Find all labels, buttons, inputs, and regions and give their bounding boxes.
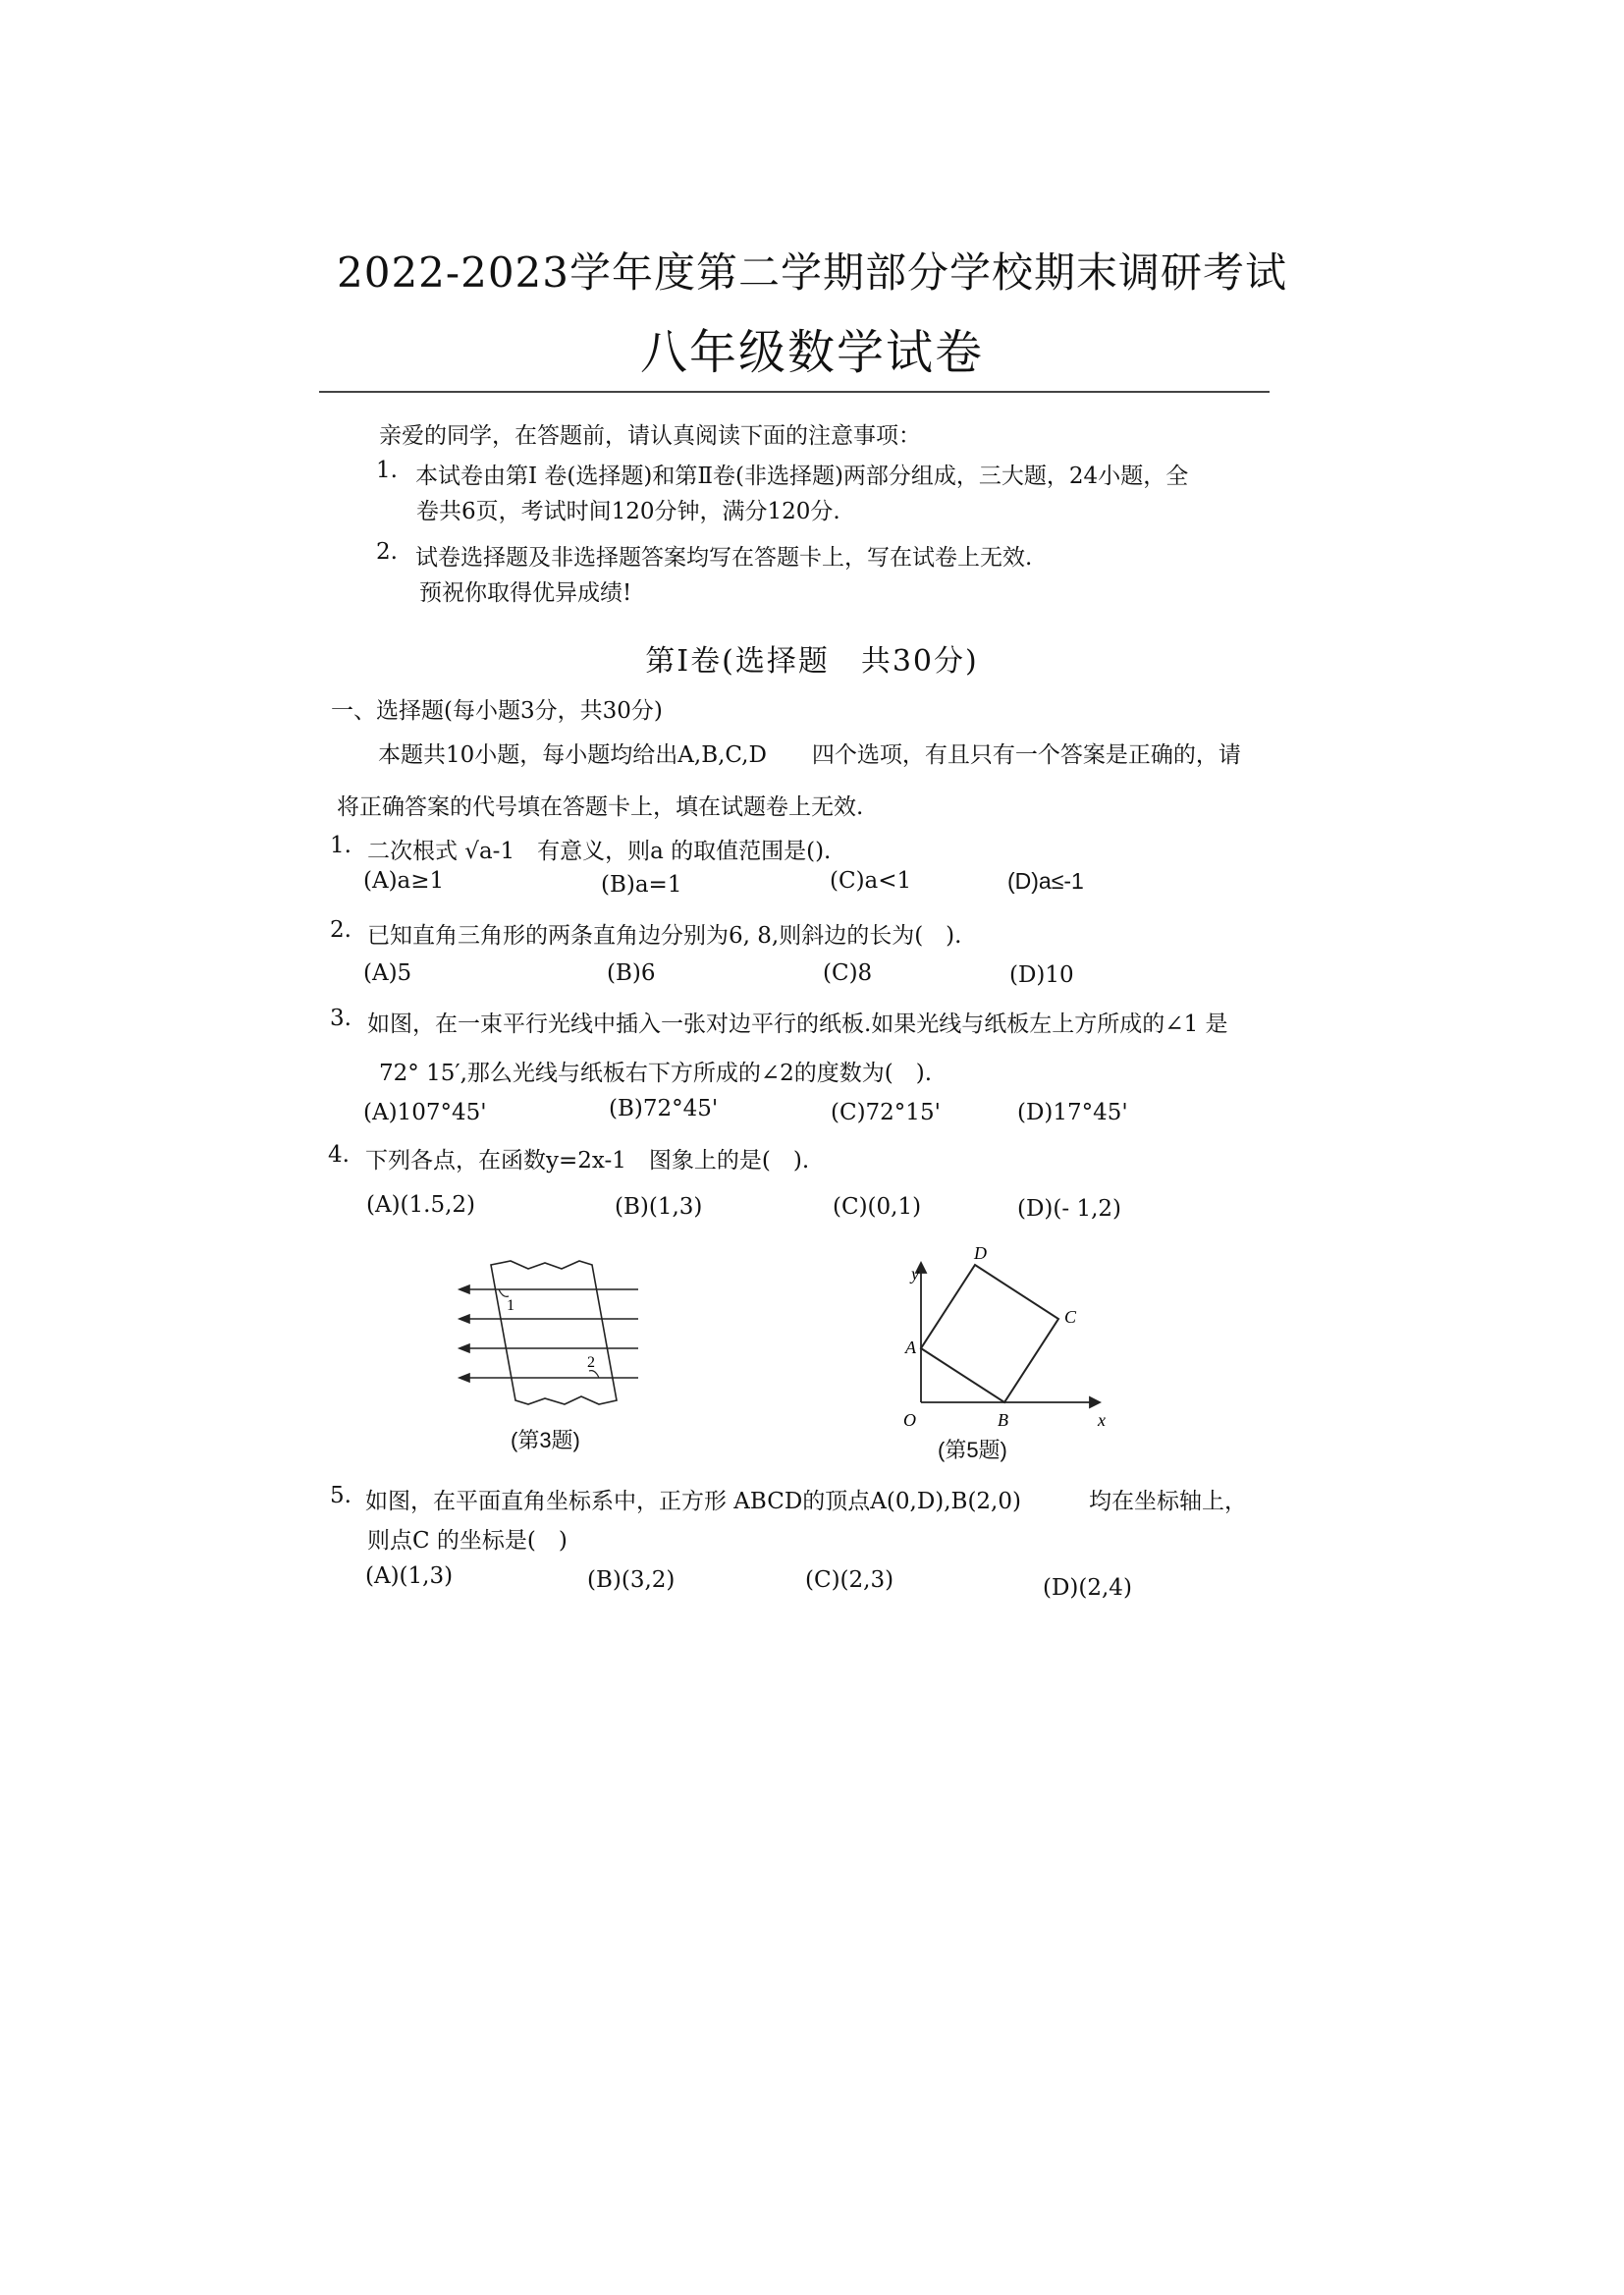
question-1-option-d: (D)a≤-1 (1007, 868, 1084, 894)
question-3-option-a: (A)107°45' (363, 1100, 487, 1125)
figure-3-diagram (452, 1255, 648, 1412)
notice-item2-number: 2. (376, 539, 398, 565)
figure-5-caption: (第5题) (938, 1438, 1007, 1462)
question-5-text-line2: 则点C 的坐标是( ) (367, 1528, 568, 1554)
question-5-option-a: (A)(1,3) (365, 1563, 454, 1589)
question-3-option-d: (D)17°45' (1017, 1100, 1128, 1125)
question-3-text-line1: 如图，在一束平行光线中插入一张对边平行的纸板.如果光线与纸板左上方所成的∠1 是 (367, 1011, 1228, 1037)
x-axis-label: x (1098, 1410, 1106, 1430)
question-4-option-c: (C)(0,1) (833, 1194, 922, 1220)
question-3-text-line2: 72° 15′,那么光线与纸板右下方所成的∠2的度数为( ). (379, 1061, 933, 1086)
notice-intro: 亲爱的同学，在答题前，请认真阅读下面的注意事项： (379, 423, 921, 449)
title-divider (319, 391, 1270, 393)
question-4-option-b: (B)(1,3) (615, 1194, 703, 1220)
part-title: 一、选择题(每小题3分，共30分) (331, 698, 663, 724)
question-1-number: 1. (330, 833, 352, 858)
question-1-option-b: (B)a=1 (601, 872, 682, 898)
notice-item1-line2: 卷共6页，考试时间120分钟，满分120分. (416, 499, 840, 524)
y-axis-label: y (911, 1264, 919, 1284)
paper-board-shape (491, 1261, 617, 1404)
angle-1-label: 1 (507, 1297, 514, 1314)
angle-1-arc (499, 1289, 509, 1296)
point-c-label: C (1064, 1307, 1077, 1327)
part-instructions-line1: 本题共10小题，每小题均给出A,B,C,D 四个选项，有且只有一个答案是正确的，请 (378, 742, 1241, 768)
question-2-option-a: (A)5 (363, 960, 412, 986)
coordinate-axes (916, 1263, 1100, 1407)
question-3-option-b: (B)72°45' (609, 1096, 719, 1121)
question-1-text: 二次根式 √a-1 有意义，则a 的取值范围是(). (367, 839, 832, 864)
question-1-option-c: (C)a<1 (830, 868, 912, 894)
angle-2-arc (589, 1371, 599, 1378)
question-5-option-b: (B)(3,2) (587, 1567, 676, 1593)
square-abcd (921, 1265, 1058, 1402)
exam-title-line2: 八年级数学试卷 (639, 325, 984, 380)
question-4-option-d: (D)(- 1,2) (1017, 1196, 1121, 1222)
question-2-option-c: (C)8 (823, 960, 873, 986)
question-4-option-a: (A)(1.5,2) (366, 1192, 476, 1218)
angle-2-label: 2 (587, 1354, 595, 1371)
notice-item1-number: 1. (376, 458, 398, 483)
figure-5-diagram (892, 1245, 1117, 1442)
notice-item1-line1: 本试卷由第Ⅰ 卷(选择题)和第Ⅱ卷(非选择题)两部分组成，三大题，24小题，全 (415, 464, 1189, 489)
question-3-number: 3. (330, 1006, 352, 1031)
question-5-text-line1: 如图，在平面直角坐标系中，正方形 ABCD的顶点A(0,D),B(2,0) 均在坐标轴上， (365, 1489, 1247, 1514)
question-2-option-b: (B)6 (607, 960, 656, 986)
exam-title-line1: 2022-2023学年度第二学期部分学校期末调研考试 (337, 248, 1287, 297)
section-title: 第Ⅰ卷(选择题 共30分) (645, 644, 979, 679)
question-4-number: 4. (328, 1142, 350, 1168)
question-4-text: 下列各点，在函数y=2x-1 图象上的是( ). (365, 1148, 810, 1174)
notice-item2-line1: 试卷选择题及非选择题答案均写在答题卡上，写在试卷上无效. (415, 545, 1033, 571)
question-5-number: 5. (330, 1483, 352, 1508)
question-5-option-d: (D)(2,4) (1043, 1575, 1132, 1601)
point-a-label: A (905, 1338, 916, 1357)
question-2-number: 2. (330, 917, 352, 943)
part-instructions-line2: 将正确答案的代号填在答题卡上，填在试题卷上无效. (337, 794, 864, 820)
question-5-option-c: (C)(2,3) (805, 1567, 894, 1593)
point-d-label: D (974, 1245, 987, 1263)
question-1-option-a: (A)a≥1 (363, 868, 445, 894)
question-3-option-c: (C)72°15' (831, 1100, 941, 1125)
point-b-label: B (998, 1410, 1008, 1430)
origin-label: O (903, 1410, 916, 1430)
question-2-option-d: (D)10 (1009, 962, 1074, 988)
question-2-text: 已知直角三角形的两条直角边分别为6, 8,则斜边的长为( ). (367, 923, 962, 949)
figure-3-caption: (第3题) (511, 1428, 580, 1452)
notice-item2-line2: 预祝你取得优异成绩! (419, 580, 632, 606)
